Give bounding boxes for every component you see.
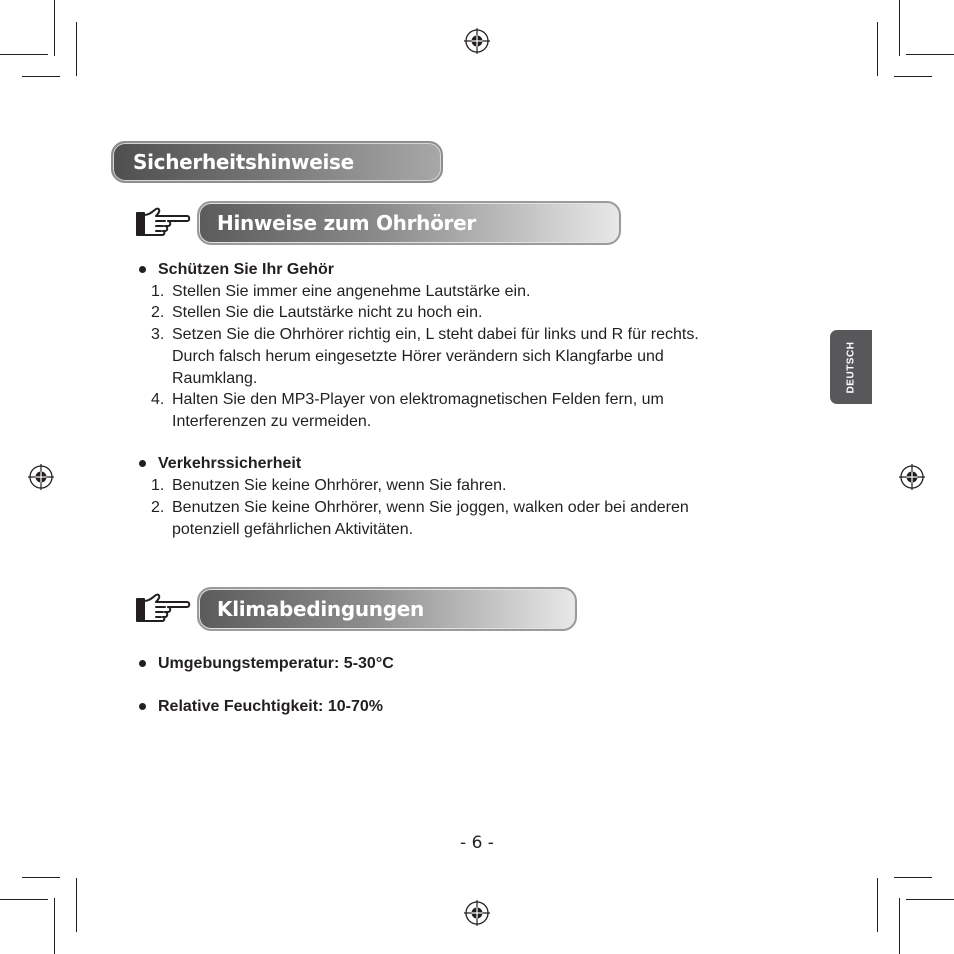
crop-mark	[0, 54, 48, 55]
spec-item: Umgebungstemperatur: 5-30°C	[158, 655, 394, 672]
item-number: 2.	[151, 304, 165, 321]
crop-mark	[899, 898, 900, 954]
crop-mark	[906, 899, 954, 900]
item-line: Interferenzen zu vermeiden.	[172, 413, 372, 430]
item-number: 1.	[151, 283, 165, 300]
crop-mark	[894, 76, 932, 77]
crop-mark	[877, 22, 878, 76]
registration-mark-icon	[464, 900, 490, 926]
pointing-hand-icon	[134, 206, 192, 240]
crop-mark	[54, 0, 55, 56]
item-number: 4.	[151, 391, 165, 408]
page-number: - 6 -	[460, 833, 494, 853]
group-heading: Verkehrssicherheit	[158, 455, 302, 472]
bullet-dot	[139, 460, 146, 467]
group-heading: Schützen Sie Ihr Gehör	[158, 261, 335, 278]
item-line: Benutzen Sie keine Ohrhörer, wenn Sie joggen, walken oder bei anderen	[172, 499, 689, 516]
item-line: Stellen Sie die Lautstärke nicht zu hoch ein.	[172, 304, 483, 321]
item-line: potenziell gefährlichen Aktivitäten.	[172, 521, 414, 538]
crop-mark	[906, 54, 954, 55]
item-number: 1.	[151, 477, 165, 494]
spec-item: Relative Feuchtigkeit: 10-70%	[158, 698, 383, 715]
section-title: Sicherheitshinweise	[111, 141, 443, 183]
subsection-title: Klimabedingungen	[197, 587, 577, 631]
item-line: Stellen Sie immer eine angenehme Lautstärke ein.	[172, 283, 531, 300]
bullet-dot	[139, 266, 146, 273]
item-number: 3.	[151, 326, 165, 343]
item-line: Raumklang.	[172, 370, 258, 387]
registration-mark-icon	[28, 464, 54, 490]
language-tab-label: DEUTSCH	[845, 341, 857, 393]
pointing-hand-icon	[134, 592, 192, 626]
crop-mark	[877, 878, 878, 932]
item-line: Benutzen Sie keine Ohrhörer, wenn Sie fahren.	[172, 477, 507, 494]
registration-mark-icon	[899, 464, 925, 490]
crop-mark	[22, 877, 60, 878]
crop-mark	[899, 0, 900, 56]
bullet-dot	[139, 703, 146, 710]
crop-mark	[54, 898, 55, 954]
item-number: 2.	[151, 499, 165, 516]
crop-mark	[76, 22, 77, 76]
item-line: Durch falsch herum eingesetzte Hörer verändern sich Klangfarbe und	[172, 348, 664, 365]
item-line: Setzen Sie die Ohrhörer richtig ein, L steht dabei für links und R für rechts.	[172, 326, 699, 343]
crop-mark	[76, 878, 77, 932]
bullet-dot	[139, 660, 146, 667]
item-line: Halten Sie den MP3-Player von elektromagnetischen Felden fern, um	[172, 391, 664, 408]
crop-mark	[0, 899, 48, 900]
registration-mark-icon	[464, 28, 490, 54]
crop-mark	[894, 877, 932, 878]
subsection-title: Hinweise zum Ohrhörer	[197, 201, 621, 245]
crop-mark	[22, 76, 60, 77]
